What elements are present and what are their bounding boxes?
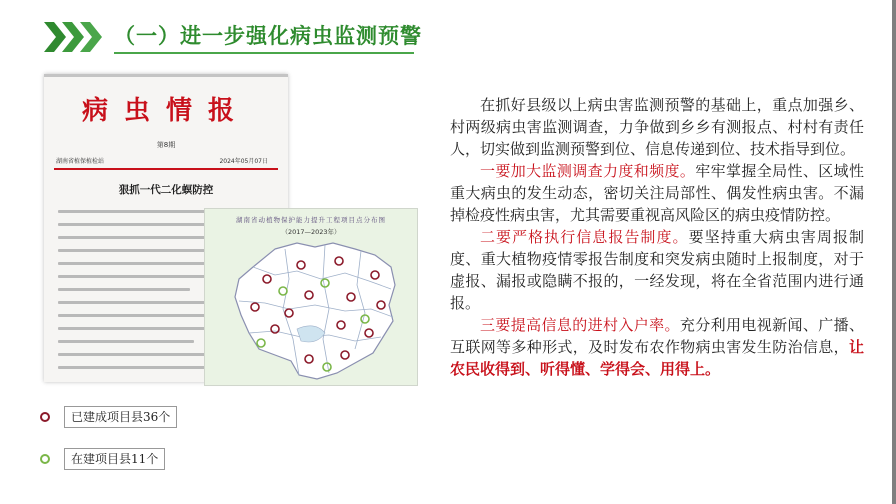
built-dot-icon xyxy=(40,412,50,422)
body-text xyxy=(450,94,864,380)
legend-built xyxy=(40,406,177,428)
document-date: 2024年05月07日 xyxy=(219,158,268,165)
legend-built-label: 已建成项目县36个 xyxy=(64,406,177,428)
point3-paragraph xyxy=(450,314,864,380)
point1-title: 一要加大监测调查力度和频度。 xyxy=(480,162,696,180)
point1-paragraph xyxy=(450,160,864,226)
document-issue-number: 第8期 xyxy=(156,141,176,149)
point1-text: 牢牢掌握全局性、区域性重大病虫的发生动态，密切关注局部性、偶发性病虫害。不漏掉检疫性病虫害，尤其需要重视高风险区的病虫疫情防控。 xyxy=(450,162,864,224)
slide-title: （一）进一步强化病虫监测预警 xyxy=(114,24,422,48)
point3-text: 充分利用电视新闻、广播、互联网等多种形式，及时发布农作物病虫害发生防治信息， xyxy=(450,316,864,356)
intro-text: 在抓好县级以上病虫害监测预警的基础上，重点加强乡、村两级病虫害监测调查，力争做到乡乡有测报点、村村有责任人，切实做到监测预警到位、信息传递到位、技术指导到位。 xyxy=(450,96,864,158)
hunan-map-shape xyxy=(205,209,417,385)
title-underline xyxy=(114,52,414,54)
document-headline: 狠抓一代二化螟防控 xyxy=(118,184,214,196)
legend-building-label: 在建项目县11个 xyxy=(64,448,165,470)
point2-text: 要坚持重大病虫害周报制度、重大植物疫情零报告制度和突发病虫随时上报制度，对于虚报、漏报或隐瞒不报的，一经发现，将在全省范围内进行通报。 xyxy=(450,228,864,312)
slide-border xyxy=(892,0,896,504)
document-organization: 湖南省植保植检站 xyxy=(56,158,105,165)
document-title: 病虫情报 xyxy=(81,96,250,126)
point2-paragraph xyxy=(450,226,864,314)
intro-paragraph xyxy=(450,94,864,160)
project-distribution-map xyxy=(204,208,418,386)
building-dot-icon xyxy=(40,454,50,464)
document-top-edge xyxy=(44,74,288,77)
map-title: 湖南省动植物保护能力提升工程项目点分布图 xyxy=(236,216,386,224)
point3-title: 三要提高信息的进村入户率。 xyxy=(480,316,680,334)
map-years: （2017—2023年） xyxy=(281,228,341,236)
point2-title: 二要严格执行信息报告制度。 xyxy=(480,228,689,246)
document-red-divider xyxy=(54,168,278,170)
chevron-arrows-icon xyxy=(44,22,102,52)
legend-building xyxy=(40,448,165,470)
point3-emphasis: 让农民收得到、听得懂、学得会、用得上。 xyxy=(450,338,864,378)
